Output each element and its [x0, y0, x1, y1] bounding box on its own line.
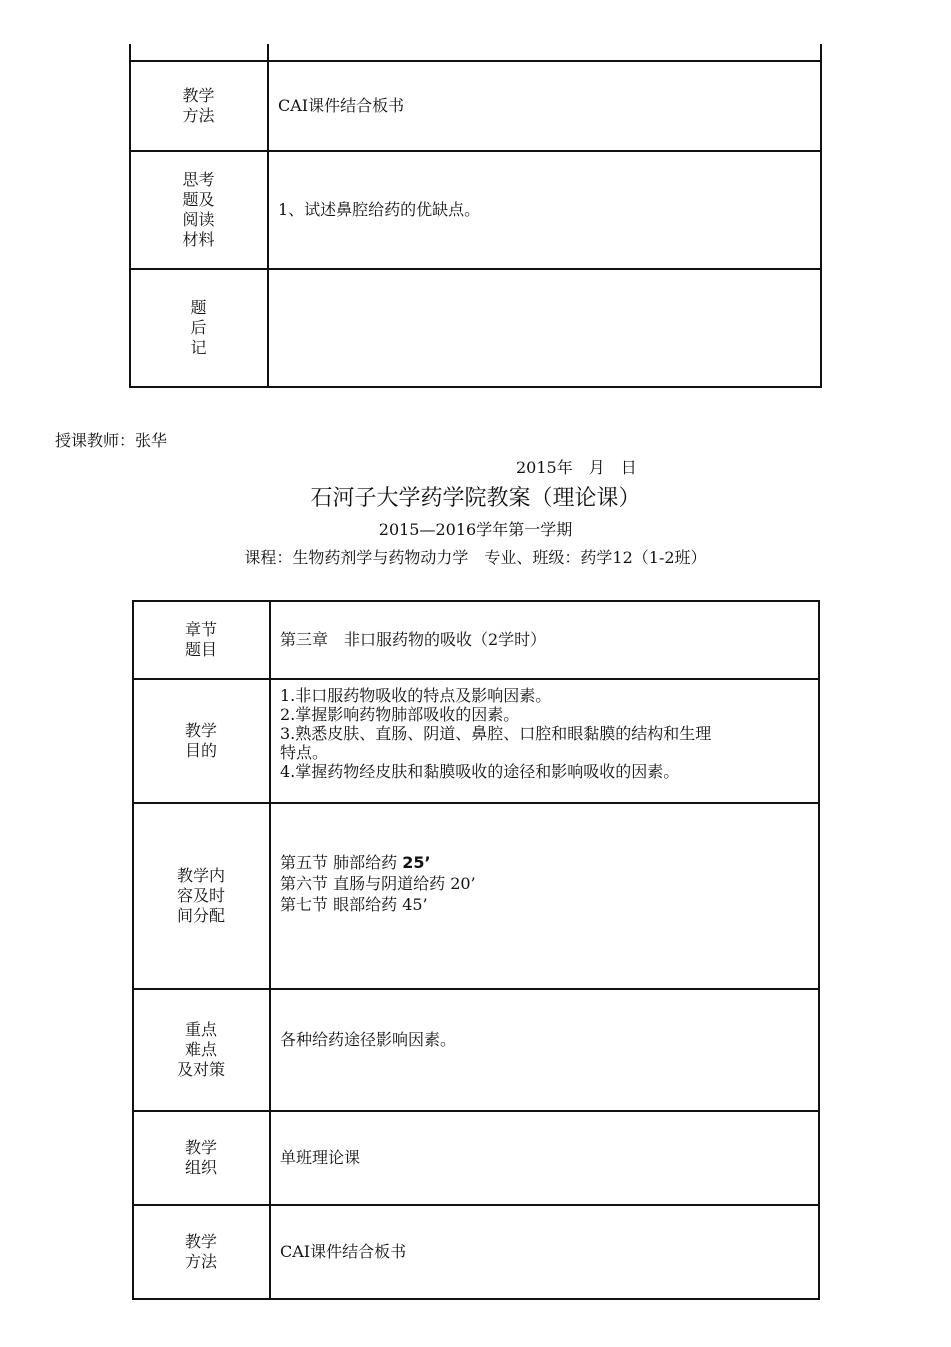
- org-value: 单班理论课: [280, 1148, 361, 1167]
- teacher-name: 授课教师：张华: [55, 431, 168, 450]
- list-item: 2.掌握影响药物肺部吸收的因素。: [280, 705, 520, 724]
- table-row: [129, 62, 822, 150]
- method-label: 教学 方法: [184, 1232, 217, 1271]
- row-label-method: 教学 方法: [182, 86, 215, 125]
- row-value-method: CAI课件结合板书: [278, 96, 405, 115]
- table-row: [129, 152, 822, 268]
- semester: 2015—2016学年第一学期: [378, 520, 573, 539]
- list-item: 特点。: [280, 743, 329, 762]
- course-line: 课程：生物药剂学与药物动力学 专业、班级：药学12（1-2班）: [244, 548, 707, 567]
- page-title: 石河子大学药学院教案（理论课）: [310, 486, 641, 511]
- date-line: 2015年 月 日: [516, 458, 637, 477]
- table-row: [132, 680, 820, 802]
- table-row: [132, 990, 820, 1110]
- objective-list: [270, 680, 820, 802]
- chapter-value: 第三章 非口服药物的吸收（2学时）: [280, 630, 547, 649]
- content-list: [270, 804, 820, 988]
- list-item: 1.非口服药物吸收的特点及影响因素。: [280, 686, 552, 705]
- table-row: [132, 602, 820, 678]
- focus-label: 重点 难点 及对策: [176, 1020, 225, 1079]
- objective-label: 教学 目的: [184, 721, 217, 760]
- row-value-notes: [268, 270, 822, 386]
- method-value: CAI课件结合板书: [280, 1242, 407, 1261]
- table-row: [132, 1206, 820, 1298]
- table-row: [132, 1112, 820, 1204]
- list-item: 4.掌握药物经皮肤和黏膜吸收的途径和影响吸收的因素。: [280, 762, 680, 781]
- row-divider: [129, 386, 822, 388]
- org-label: 教学 组织: [184, 1138, 217, 1177]
- table-row: [129, 270, 822, 386]
- row-label-notes: 题 后 记: [190, 298, 207, 357]
- focus-value: 各种给药途径影响因素。: [280, 1030, 457, 1049]
- row-divider: [132, 1298, 820, 1300]
- list-item: 第六节 直肠与阴道给药 20’: [280, 874, 476, 893]
- row-value-reading: 1、试述鼻腔给药的优缺点。: [278, 200, 481, 219]
- list-item: 第七节 眼部给药 45’: [280, 895, 428, 914]
- list-item: 3.熟悉皮肤、直肠、阴道、鼻腔、口腔和眼黏膜的结构和生理: [280, 724, 712, 743]
- list-item: 第五节 肺部给药 25’: [280, 853, 431, 872]
- table-row: [132, 804, 820, 988]
- row-label-reading: 思考 题及 阅读 材料: [182, 170, 215, 249]
- content-label: 教学内 容及时 间分配: [176, 866, 225, 925]
- chapter-label: 章节 题目: [184, 620, 217, 659]
